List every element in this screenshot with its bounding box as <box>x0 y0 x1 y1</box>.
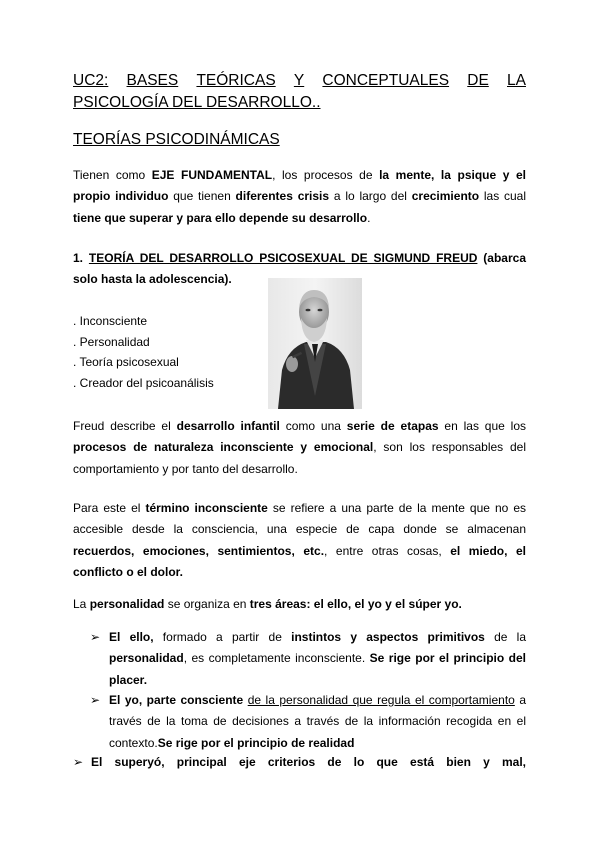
title-word: DE <box>467 72 489 89</box>
bullet-text <box>109 690 526 754</box>
title-word: TEÓRICAS <box>196 72 276 89</box>
bold-text: Se rige por el principio de realidad <box>157 735 355 750</box>
text: Para este el <box>73 501 146 515</box>
text: La <box>73 597 90 611</box>
text: . <box>367 210 371 225</box>
section-heading: TEORÍAS PSICODINÁMICAS <box>73 131 280 148</box>
list-item: . Inconsciente <box>73 314 148 328</box>
bold-text: Se rige por el principio del placer. <box>109 651 526 687</box>
arrow-bullet-icon: ➢ <box>90 630 101 644</box>
text: , es completamente inconsciente. <box>183 651 370 666</box>
bold-text: recuerdos, emociones, sentimientos, etc. <box>73 543 325 558</box>
bold-text: diferentes crisis <box>235 189 330 204</box>
bold-text: El superyó, principal eje criterios de lo que está bien y mal, <box>91 755 526 769</box>
bullet-text <box>91 752 526 773</box>
text: de la <box>484 630 526 644</box>
text: Freud describe el <box>73 419 177 433</box>
text: como una <box>279 419 347 433</box>
heading-title: TEORÍA DEL DESARROLLO PSICOSEXUAL DE SIGMUND FREUD <box>88 251 478 265</box>
text: , son los responsables del comportamiento y por tanto del desarrollo. <box>73 440 527 476</box>
bullet-ello <box>73 627 526 691</box>
text: que tienen <box>168 189 236 204</box>
list-item: . Teoría psicosexual <box>73 355 179 370</box>
bold-text: desarrollo infantil <box>176 419 280 433</box>
text: a lo largo del <box>329 189 412 204</box>
bold-text: procesos de naturaleza inconsciente y emocional <box>73 440 374 455</box>
bold-text: instintos y aspectos primitivos <box>291 630 485 644</box>
underlined-text: de la personalidad que regula el comportamiento <box>247 693 515 707</box>
freud-portrait-photo <box>268 278 362 409</box>
bold-text: crecimiento <box>411 189 480 204</box>
list-item: . Creador del psicoanálisis <box>73 376 214 391</box>
bold-text: tiene que superar y para ello depende su desarrollo <box>73 210 368 225</box>
bold-text: El ello, <box>109 630 154 644</box>
bullet-yo <box>73 690 526 754</box>
title-word: LA <box>507 72 526 89</box>
title-word: UC2: <box>73 72 109 89</box>
document-title <box>73 70 526 114</box>
text: a través de la toma de decisiones a través de la información recogida en el contexto. <box>109 693 526 750</box>
bold-text: el miedo, el conflicto o el dolor. <box>73 543 526 579</box>
arrow-bullet-icon: ➢ <box>90 693 101 707</box>
bold-text: término inconsciente <box>145 501 268 515</box>
text: se refiere a una parte de la mente que no es accesible desde la consciencia, una especie de capa donde se almacenan <box>73 501 526 537</box>
bullet-text <box>109 627 526 691</box>
intro-paragraph <box>73 165 526 229</box>
heading-rest: (abarca solo hasta la adolescencia). <box>73 251 526 287</box>
title-word: BASES <box>126 72 179 89</box>
bold-text: serie de etapas <box>346 419 439 433</box>
heading-number: 1. <box>73 251 89 265</box>
bold-text: EJE FUNDAMENTAL <box>151 168 273 182</box>
title-word: CONCEPTUALES <box>322 72 450 89</box>
list-item: . Personalidad <box>73 334 150 349</box>
bold-text: personalidad <box>89 597 165 611</box>
title-line-1 <box>73 70 526 92</box>
arrow-bullet-icon: ➢ <box>73 755 84 769</box>
freud-topic-list <box>73 311 214 394</box>
bold-text: El yo, parte consciente <box>109 693 244 707</box>
text: , los procesos de <box>272 168 380 182</box>
freud-description-paragraph <box>73 416 526 480</box>
text: en las que los <box>438 419 527 433</box>
bold-text: la mente, la psique y el propio individuo <box>73 168 526 204</box>
title-line-2: PSICOLOGÍA DEL DESARROLLO.. <box>73 94 321 111</box>
bold-text: tres áreas: el ello, el yo y el súper yo. <box>249 597 462 611</box>
bullet-superyo <box>73 752 526 773</box>
unconscious-paragraph <box>73 498 526 583</box>
personality-paragraph <box>73 594 526 615</box>
text: Tienen como <box>73 168 152 182</box>
text: formado a partir de <box>153 630 292 644</box>
text: , entre otras cosas, <box>324 543 451 558</box>
text: se organiza en <box>164 597 250 611</box>
text: las cual <box>479 189 527 204</box>
bold-text: personalidad <box>109 651 184 666</box>
title-word: Y <box>293 72 305 89</box>
